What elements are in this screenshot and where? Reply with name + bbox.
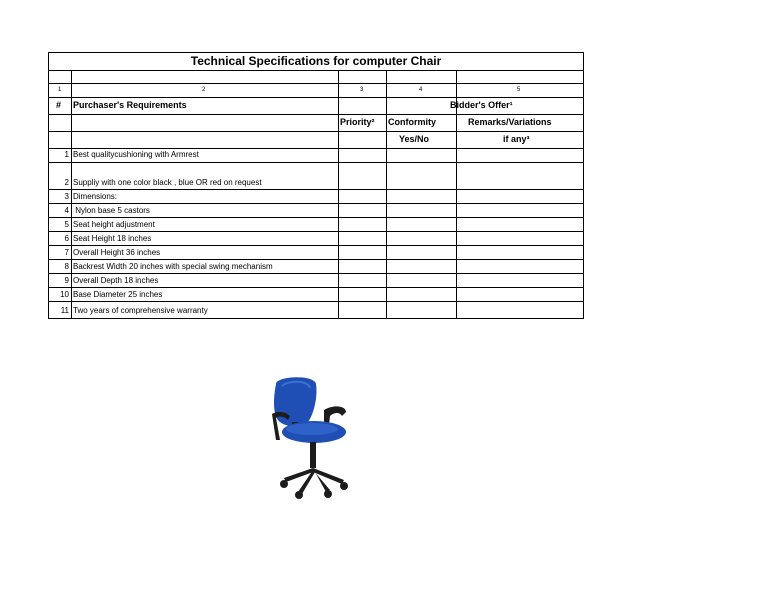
yes-no-header: Yes/No <box>399 134 430 144</box>
requirement-text: Nylon base 5 castors <box>73 206 150 215</box>
requirement-text: Overall Depth 18 inches <box>73 276 159 285</box>
gas-lift <box>310 442 316 468</box>
seat-highlight <box>286 423 338 435</box>
row-line <box>48 231 584 232</box>
row-number: 7 <box>64 248 69 257</box>
row-line <box>48 203 584 204</box>
conformity-header: Conformity <box>388 117 436 127</box>
col-line <box>338 70 339 319</box>
office-chair-image <box>262 374 384 500</box>
row-line <box>48 245 584 246</box>
bidders-offer-header: Bidder's Offer¹ <box>450 100 513 110</box>
row-number: 1 <box>64 150 69 159</box>
requirement-text: Backrest Width 20 inches with special swing mechanism <box>73 262 273 271</box>
spec-table <box>48 52 584 319</box>
border-bottom <box>48 318 584 319</box>
row-line <box>48 148 584 149</box>
row-line <box>48 217 584 218</box>
row-number: 11 <box>60 306 69 315</box>
hash-header: # <box>56 100 62 110</box>
col-line <box>386 70 387 319</box>
row-number: 8 <box>64 262 69 271</box>
row-line <box>48 114 584 115</box>
row-line <box>48 162 584 163</box>
row-line <box>48 97 584 98</box>
castor <box>280 480 288 488</box>
row-number: 4 <box>64 206 69 215</box>
castor <box>324 490 332 498</box>
base-legs <box>284 468 344 484</box>
row-line <box>48 83 584 84</box>
page-title: Technical Specifications for computer Chair <box>190 54 442 68</box>
row-number: 3 <box>64 192 69 201</box>
requirement-text: Suppliy with one color black , blue OR red on request <box>73 178 262 187</box>
requirement-text: Seat Height 18 inches <box>73 234 152 243</box>
requirements-header: Purchaser's Requirements <box>73 100 187 110</box>
border-top <box>48 52 584 53</box>
if-any-header: if any³ <box>503 134 530 144</box>
requirement-text: Best qualitycushioning with Armrest <box>73 150 199 159</box>
column-number: 5 <box>517 87 521 93</box>
row-line <box>48 259 584 260</box>
row-line <box>48 273 584 274</box>
castor <box>340 482 348 490</box>
column-number: 3 <box>360 87 364 93</box>
column-number: 2 <box>202 87 206 93</box>
priority-header: Priority² <box>340 117 375 127</box>
row-number: 2 <box>64 178 69 187</box>
row-number: 9 <box>64 276 69 285</box>
row-line <box>48 70 584 71</box>
border-right <box>583 52 584 319</box>
castor <box>295 491 303 499</box>
row-number: 5 <box>64 220 69 229</box>
remarks-header: Remarks/Variations <box>468 117 552 127</box>
requirement-text: Dimensions: <box>73 192 118 201</box>
row-number: 6 <box>64 234 69 243</box>
row-line <box>48 131 584 132</box>
requirement-text: Overall Height 36 inches <box>73 248 161 257</box>
backrest <box>274 377 317 426</box>
column-number: 4 <box>419 87 423 93</box>
requirement-text: Seat height adjustment <box>73 220 155 229</box>
row-line <box>48 301 584 302</box>
requirement-text: Base Diameter 25 inches <box>73 290 163 299</box>
column-number: 1 <box>58 87 62 93</box>
requirement-text: Two years of comprehensive warranty <box>73 306 208 315</box>
row-line <box>48 287 584 288</box>
col-line <box>71 70 72 319</box>
row-number: 10 <box>60 290 69 299</box>
row-line <box>48 189 584 190</box>
